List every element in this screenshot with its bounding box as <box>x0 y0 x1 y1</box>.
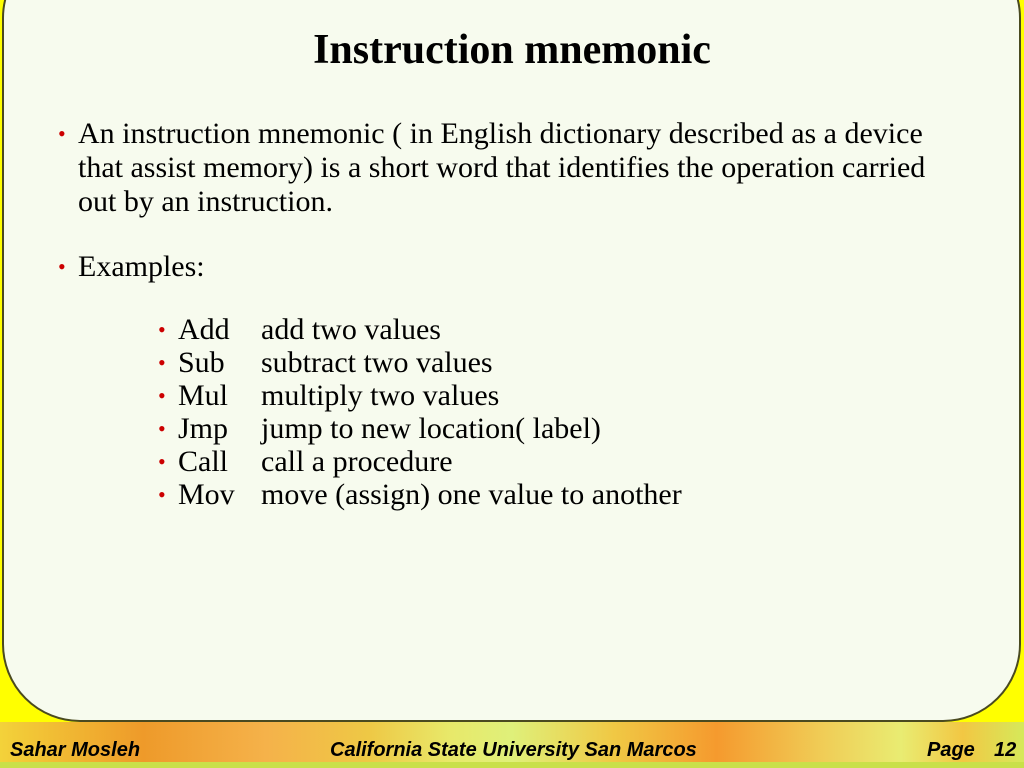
bullet-glyph: • <box>158 350 166 375</box>
footer-page-number: 12 <box>994 739 1017 761</box>
mnemonic-description: add two values <box>261 313 441 346</box>
mnemonic: Add <box>178 313 230 346</box>
bullet-glyph: • <box>158 317 166 342</box>
footer-stripe <box>0 762 1024 768</box>
footer-institution: California State University San Marcos <box>330 739 697 761</box>
bullet-definition-text: An instruction mnemonic ( in English dictionary described as a device that assist memory) is a short word that identifies the operation carried out by an instruction. <box>78 117 926 218</box>
bullet-examples <box>58 250 458 284</box>
mnemonic-description: move (assign) one value to another <box>261 478 682 511</box>
mnemonic: Mov <box>178 478 235 511</box>
mnemonic-description: call a procedure <box>261 445 453 478</box>
mnemonic: Mul <box>178 379 229 412</box>
footer-page-label: Page <box>927 739 975 761</box>
mnemonic-description: jump to new location( label) <box>261 412 601 445</box>
bullet-glyph: • <box>158 416 166 441</box>
mnemonic-description: subtract two values <box>261 346 493 379</box>
mnemonic-description: multiply two values <box>261 379 500 412</box>
bullet-glyph: • <box>58 121 66 146</box>
mnemonic: Call <box>178 445 228 478</box>
bullet-glyph: • <box>158 383 166 408</box>
mnemonic: Sub <box>178 346 225 379</box>
bullet-glyph: • <box>58 254 66 279</box>
slide-title: Instruction mnemonic <box>313 27 711 73</box>
mnemonic: Jmp <box>178 412 229 445</box>
bullet-definition <box>58 117 958 219</box>
footer-author: Sahar Mosleh <box>10 739 141 761</box>
bullet-glyph: • <box>158 449 166 474</box>
bullet-examples-text: Examples: <box>78 250 205 283</box>
bullet-glyph: • <box>158 482 166 507</box>
content-panel <box>2 0 1021 722</box>
